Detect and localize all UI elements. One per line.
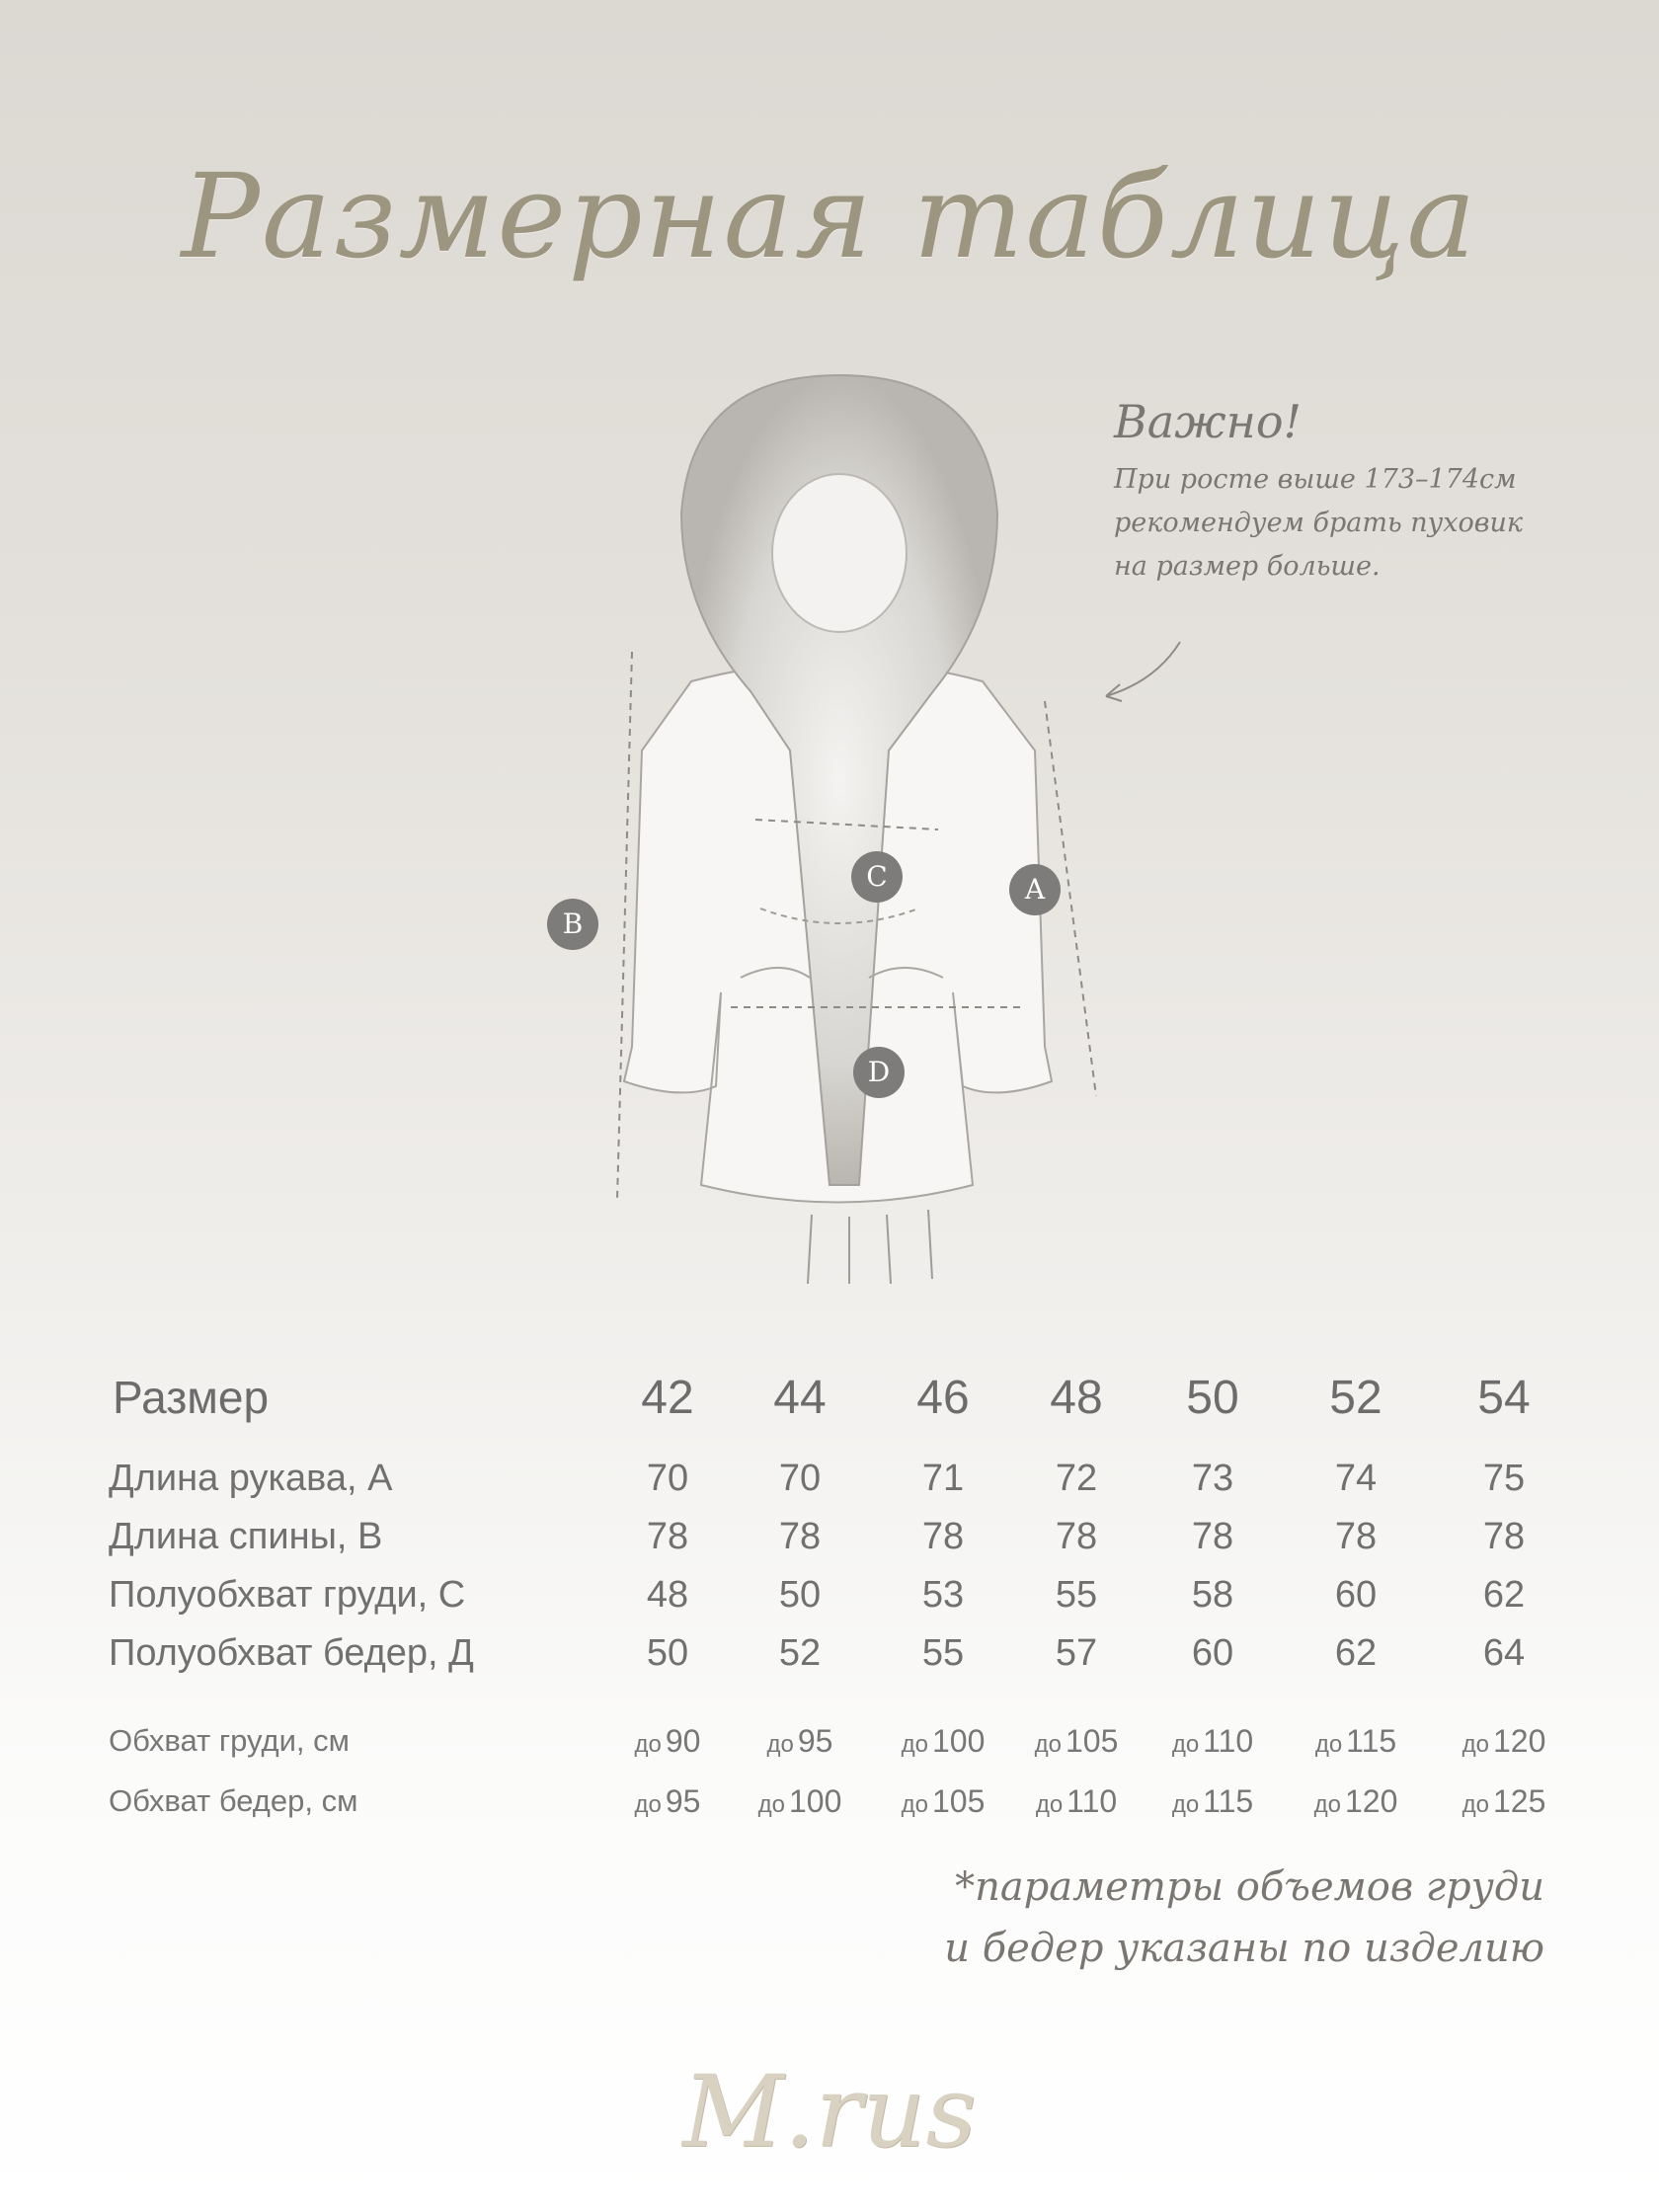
footnote [944,1856,1544,1979]
prefix: до [1314,1731,1343,1758]
size-cell: 42 [641,1372,694,1424]
marker-d: D [853,1047,905,1098]
value: 90 [665,1723,701,1759]
brand-logo: M.rus [682,2054,977,2170]
size-cell: 52 [1329,1372,1382,1424]
table-cell [598,1783,737,1820]
value: 105 [931,1783,986,1819]
page-title: Размерная таблица [181,148,1478,284]
table-cell: 78 [1334,1516,1378,1557]
footnote-line: *параметры объемов груди [955,1864,1544,1910]
value: 115 [1203,1783,1254,1819]
table-cell [1144,1723,1282,1760]
value: 105 [1065,1723,1119,1759]
prefix: до [757,1791,785,1818]
size-cell: 46 [916,1372,970,1424]
value: 115 [1346,1723,1397,1759]
table-cell: 71 [921,1458,965,1499]
note-line: на размер больше. [1114,551,1381,582]
table-cell: 70 [778,1458,822,1499]
prefix: до [1035,1791,1064,1818]
table-cell [731,1783,869,1820]
table-cell [1144,1783,1282,1820]
value: 95 [665,1783,701,1819]
note-line: рекомендуем брать пуховик [1114,508,1524,538]
table-cell [598,1723,737,1760]
table-cell [1007,1723,1146,1760]
row-label: Обхват груди, см [109,1723,350,1758]
marker-c: C [851,851,903,903]
row-label: Длина рукава, А [109,1458,393,1499]
measure-back-length [617,652,632,1200]
size-header-label: Размер [113,1372,270,1423]
table-cell: 55 [921,1632,965,1674]
prefix: до [901,1791,928,1818]
table-cell [731,1723,869,1760]
table-cell: 62 [1482,1574,1526,1616]
prefix: до [634,1791,662,1818]
value: 120 [1344,1783,1398,1819]
table-cell [1435,1783,1573,1820]
table-cell: 57 [1055,1632,1098,1674]
table-cell: 75 [1482,1458,1526,1499]
row-label: Полуобхват бедер, Д [109,1632,474,1674]
table-cell: 60 [1334,1574,1378,1616]
table-cell: 62 [1334,1632,1378,1674]
prefix: до [1171,1791,1200,1818]
row-label: Полуобхват груди, С [109,1574,466,1616]
table-cell: 60 [1191,1632,1234,1674]
value: 125 [1492,1783,1546,1819]
table-cell: 58 [1191,1574,1234,1616]
table-cell: 72 [1055,1458,1098,1499]
table-cell [1287,1723,1425,1760]
prefix: до [1313,1791,1341,1818]
table-cell: 78 [778,1516,822,1557]
table-cell: 74 [1334,1458,1378,1499]
table-cell: 64 [1482,1632,1526,1674]
size-cell: 54 [1477,1372,1531,1424]
table-cell: 70 [646,1458,689,1499]
table-cell [1007,1783,1146,1820]
table-cell: 73 [1191,1458,1234,1499]
prefix: до [1171,1731,1200,1758]
value: 110 [1066,1783,1118,1819]
table-cell: 78 [1482,1516,1526,1557]
row-label: Обхват бедер, см [109,1783,358,1818]
table-cell [874,1783,1012,1820]
mannequin-head [772,474,907,632]
table-cell: 78 [1055,1516,1098,1557]
size-cell: 44 [773,1372,827,1424]
value: 100 [931,1723,986,1759]
marker-b: B [547,899,598,950]
table-cell: 48 [646,1574,689,1616]
table-cell: 53 [921,1574,965,1616]
size-cell: 48 [1050,1372,1103,1424]
note-arrow [1106,642,1180,696]
table-cell: 52 [778,1632,822,1674]
table-cell [1435,1723,1573,1760]
table-cell: 78 [646,1516,689,1557]
value: 120 [1492,1723,1546,1759]
table-cell [874,1723,1012,1760]
marker-a: A [1009,864,1061,915]
table-cell [1287,1783,1425,1820]
prefix: до [901,1731,928,1758]
note-line: При росте выше 173–174см [1114,464,1517,495]
row-label: Длина спины, В [109,1516,383,1557]
important-note [1114,395,1627,589]
value: 100 [788,1783,842,1819]
prefix: до [1462,1791,1489,1818]
table-cell: 78 [1191,1516,1234,1557]
size-cell: 50 [1186,1372,1239,1424]
table-cell: 55 [1055,1574,1098,1616]
prefix: до [634,1731,662,1758]
prefix: до [766,1731,794,1758]
note-title: Важно! [1114,395,1302,448]
prefix: до [1034,1731,1062,1758]
table-cell: 78 [921,1516,965,1557]
footnote-line: и бедер указаны по изделию [944,1926,1544,1971]
value: 110 [1203,1723,1254,1759]
value: 95 [797,1723,833,1759]
table-cell: 50 [778,1574,822,1616]
prefix: до [1462,1731,1489,1758]
table-cell: 50 [646,1632,689,1674]
